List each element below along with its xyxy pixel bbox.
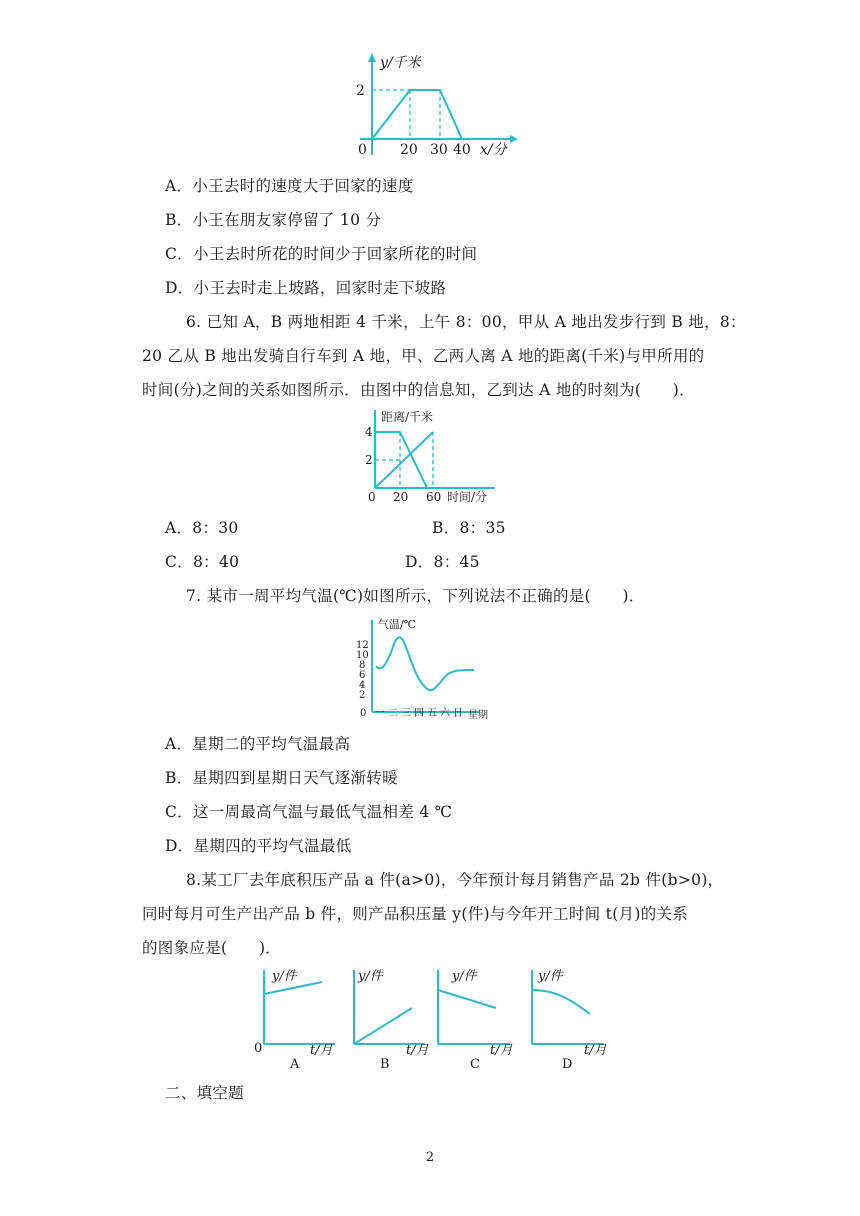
section-heading: 二、填空题	[165, 1084, 245, 1102]
graph-d-label: D	[562, 1057, 573, 1072]
graph-b-label: B	[380, 1057, 390, 1072]
fig3-ytick-10: 10	[356, 650, 369, 661]
figure-distance-time-1	[350, 50, 530, 162]
q5-option-a: A．小王去时的速度大于回家的速度	[165, 177, 414, 195]
fig1-ylabel: y/千米	[380, 55, 421, 71]
fig3-day-6: 六	[440, 708, 450, 719]
q8-line-1: 8.某工厂去年底积压产品 a 件(a>0)，今年预计每月销售产品 2b 件(b>0)，	[186, 871, 724, 889]
fig3-day-5: 五	[427, 708, 437, 719]
q8-line-2: 同时每月可生产出产品 b 件，则产品积压量 y(件)与今年开工时间 t(月)的关系	[142, 905, 689, 923]
fig3-ylabel: 气温/℃	[378, 618, 417, 631]
graph-d-xlabel: t/月	[584, 1043, 607, 1058]
fig2-origin: 0	[368, 490, 376, 504]
graph-b	[354, 969, 430, 1072]
q5-option-b: B．小王在朋友家停留了 10 分	[165, 211, 382, 229]
graph-c	[438, 969, 514, 1072]
fig3-day-4: 四	[414, 708, 424, 719]
graph-c-ylabel: y/件	[452, 969, 477, 984]
fig1-y2: 2	[356, 83, 365, 99]
graph-d-ylabel: y/件	[538, 969, 563, 984]
graph-b-ylabel: y/件	[358, 969, 383, 984]
q5-option-c: C．小王去时所花的时间少于回家所花的时间	[165, 245, 478, 263]
fig3-ytick-12: 12	[356, 640, 369, 651]
page-number: 2	[425, 1150, 435, 1165]
fig3-xlabel: 星期	[468, 710, 488, 721]
graph-a-xlabel: t/月	[310, 1043, 333, 1058]
graph-a-ylabel: y/件	[272, 969, 297, 984]
fig3-ytick-4: 4	[359, 680, 366, 691]
fig2-x60: 60	[426, 490, 442, 504]
graph-c-label: C	[470, 1057, 480, 1072]
graph-a-label: A	[290, 1057, 300, 1072]
figure-distance-time-2	[365, 404, 505, 504]
q7-stem: 7. 某市一周平均气温(℃)如图所示，下列说法不正确的是( )．	[186, 587, 645, 605]
q7-option-b: B．星期四到星期日天气逐渐转暖	[165, 769, 398, 787]
fig2-ylabel: 距离/千米	[381, 410, 434, 424]
q6-line-2: 20 乙从 B 地出发骑自行车到 A 地，甲、乙两人离 A 地的距离(千米)与甲所用的	[142, 347, 705, 365]
fig3-ytick-2: 2	[359, 690, 366, 701]
fig2-y2: 2	[365, 453, 373, 467]
fig3-day-3: 三	[401, 708, 411, 719]
fig2-xlabel: 时间/分	[447, 490, 488, 504]
fig3-ytick-6: 6	[359, 670, 366, 681]
fig2-x20: 20	[393, 490, 409, 504]
fig3-ytick-8: 8	[359, 660, 366, 671]
q5-option-d: D．小王去时走上坡路，回家时走下坡路	[165, 279, 447, 297]
graph-c-xlabel: t/月	[490, 1043, 513, 1058]
q6-line-3: 时间(分)之间的关系如图所示．由图中的信息知，乙到达 A 地的时刻为( )．	[142, 381, 695, 399]
fig1-x30: 30	[430, 142, 448, 158]
fig3-origin: 0	[360, 708, 367, 719]
fig1-origin: 0	[358, 142, 367, 158]
q7-option-d: D．星期四的平均气温最低	[165, 837, 352, 855]
graph-a-origin: 0	[254, 1041, 263, 1056]
q6-option-d: D．8：45	[405, 553, 480, 571]
fig1-xlabel: x/分	[480, 142, 507, 158]
fig1-x20: 20	[400, 142, 418, 158]
q6-option-a: A．8：30	[165, 519, 239, 537]
q7-option-c: C．这一周最高气温与最低气温相差 4 ℃	[165, 803, 453, 821]
fig3-day-2: 二	[388, 708, 398, 719]
q6-line-1: 6. 已知 A，B 两地相距 4 千米，上午 8：00，甲从 A 地出发步行到 B 地，8：	[186, 313, 746, 331]
q6-option-b: B．8：35	[432, 519, 506, 537]
fig2-y4: 4	[365, 425, 373, 439]
graph-a	[254, 969, 335, 1072]
graph-d	[532, 969, 608, 1072]
fig1-x40: 40	[453, 142, 471, 158]
q8-line-3: 的图象应是( )．	[142, 939, 282, 957]
q7-option-a: A．星期二的平均气温最高	[165, 735, 351, 753]
graph-b-xlabel: t/月	[406, 1043, 429, 1058]
q6-option-c: C．8：40	[165, 553, 240, 571]
fig3-day-7: 日	[453, 708, 463, 719]
figure-options-graphs	[240, 962, 620, 1072]
fig3-day-1: 一	[375, 708, 385, 719]
figure-temperature	[350, 612, 510, 722]
